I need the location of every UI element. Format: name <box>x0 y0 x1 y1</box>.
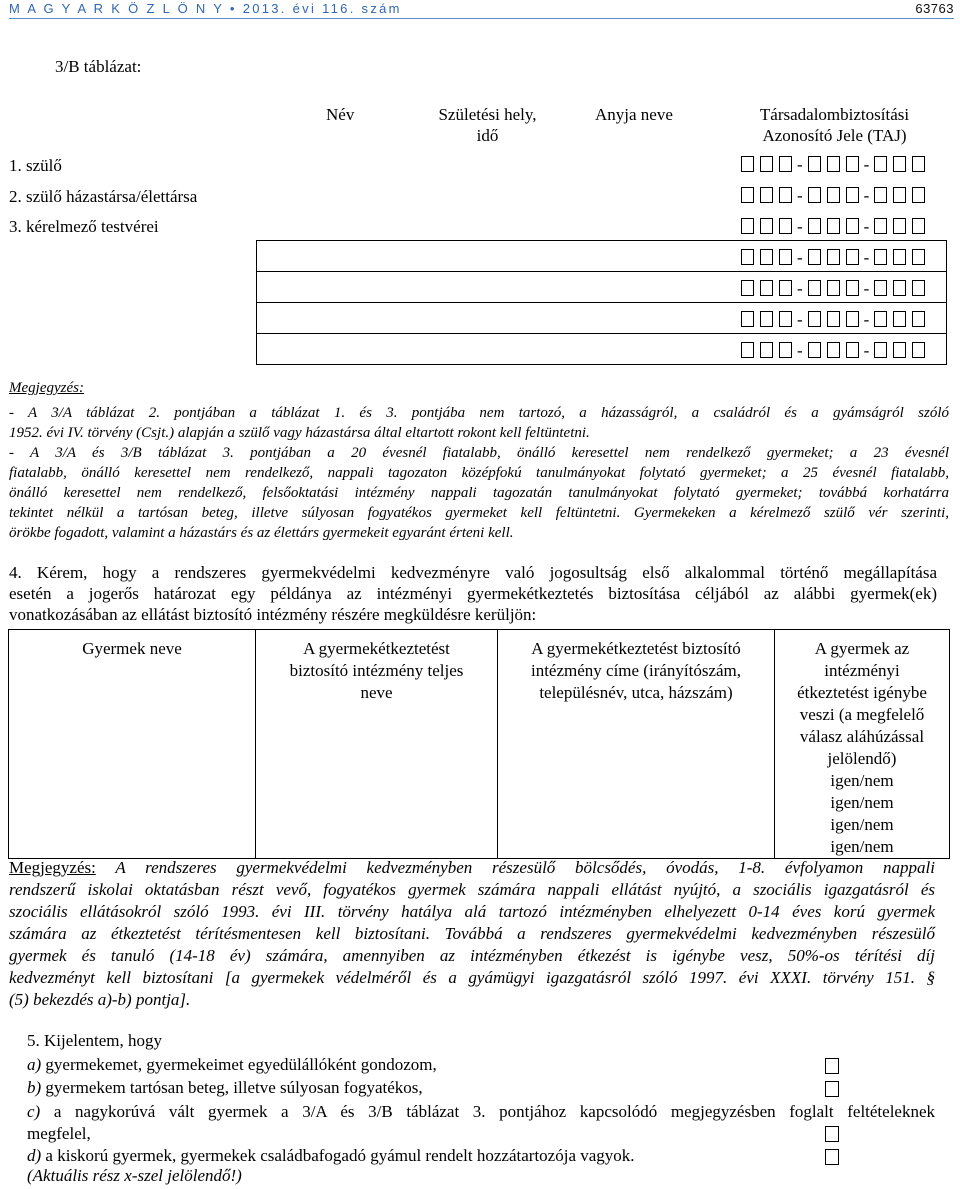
table-b-row-3: 3. kérelmező testvérei <box>9 217 159 236</box>
yes-no-option: igen/nem <box>830 815 894 834</box>
table-b-grid-line <box>256 302 947 303</box>
children-table-col1[interactable] <box>9 630 256 859</box>
children-table-col4[interactable] <box>775 630 950 859</box>
declaration-d-checkbox[interactable] <box>825 1149 839 1165</box>
taj-field-5[interactable]: - - <box>738 279 928 299</box>
col-meal-usage: A gyermek az <box>814 639 910 658</box>
col-taj-header-2: Azonosító Jele (TAJ) <box>762 126 907 145</box>
col-meal-usage: válasz aláhúzással <box>799 727 925 746</box>
col-institution-name: A gyermekétkeztetést <box>303 639 450 658</box>
taj-field-1[interactable]: - - <box>738 155 928 175</box>
taj-field-4[interactable]: - - <box>738 248 928 268</box>
taj-field-3[interactable]: - - <box>738 217 928 237</box>
declaration-d: d) a kiskorú gyermek, gyermekek családbafogadó gyámul rendelt hozzátartozója vagyok. <box>27 1146 635 1165</box>
declaration-b-checkbox[interactable] <box>825 1081 839 1097</box>
taj-field-7[interactable]: - - <box>738 341 928 361</box>
note2-text <box>9 857 935 1011</box>
yes-no-option: igen/nem <box>830 793 894 812</box>
declaration-c-checkbox[interactable] <box>825 1126 839 1142</box>
note2-line: (5) bekezdés a)-b) pontja]. <box>9 990 191 1009</box>
section-4-text <box>9 562 937 625</box>
section-5-title: 5. Kijelentem, hogy <box>27 1031 163 1050</box>
taj-field-6[interactable]: - - <box>738 310 928 330</box>
children-table <box>8 629 950 859</box>
note1-heading: Megjegyzés: <box>9 380 84 396</box>
col-name-header: Név <box>326 105 355 124</box>
note2-line: gyermek és tanuló (14-18 év) számára, amennyiben az intézményben étkezést is igénybe vesz, 50%-os térítési díj <box>9 946 935 965</box>
note2-line: kedvezményt kell biztosítani [a gyermekek védelméről és a gyámügyi igazgatásról szóló 1997. évi XXXI. törvény 151. § <box>9 968 935 987</box>
yes-no-option: igen/nem <box>830 837 894 856</box>
declaration-b: b) gyermekem tartósan beteg, illetve súlyosan fogyatékos, <box>27 1078 423 1097</box>
col-institution-name: neve <box>360 683 393 702</box>
col-birth-header-1: Születési hely, <box>438 105 537 124</box>
page-header <box>9 0 954 19</box>
table-b-grid-line <box>256 333 947 334</box>
children-table-col2[interactable] <box>256 630 498 859</box>
declaration-a: a) gyermekemet, gyermekeimet egyedülállóként gondozom, <box>27 1055 437 1074</box>
note1-line: - A 3/A és 3/B táblázat 3. pontjában a 20 évesnél fiatalabb, önálló keresettel nem rendelkező gyermeket; a 23 évesnél <box>9 445 949 461</box>
note1-line: - A 3/A táblázat 2. pontjában a táblázat 1. és 3. pontjába nem tartozó, a házasságról, a családról és a gyámságról szóló <box>9 405 949 421</box>
table-b-grid-line <box>256 240 947 241</box>
table-b-grid-line <box>256 364 947 365</box>
journal-title: M A G Y A R K Ö Z L Ö N Y • 2013. évi 116. szám <box>9 1 402 16</box>
col-institution-address: településnév, utca, házszám) <box>539 683 733 702</box>
col-meal-usage: veszi (a megfelelő <box>799 705 925 724</box>
section-4-line: 4. Kérem, hogy a rendszeres gyermekvédelmi kedvezményre való jogosultság első alkalommal történő megállapítása <box>9 563 937 582</box>
declaration-c: c) a nagykorúvá vált gyermek a 3/A és 3/B táblázat 3. pontjához kapcsolódó megjegyzésben foglalt feltételeknek megfelel, <box>27 1102 936 1143</box>
note1-line: tekintet nélkül a tartósan beteg, illetve súlyosan fogyatékos gyermeket kell feltüntetni. Gyermekeken a kérelmező szülő vér szerinti, <box>9 505 949 521</box>
col-mother-header: Anyja neve <box>595 105 673 124</box>
note1-line: örökbe fogadott, valamint a házastárs és az élettárs gyermekeit egyaránt érteni kell. <box>9 525 514 541</box>
col-meal-usage: jelölendő) <box>827 749 897 768</box>
col-institution-address: intézmény címe (irányítószám, <box>530 661 742 680</box>
taj-field-2[interactable]: - - <box>738 186 928 206</box>
declaration-a-checkbox[interactable] <box>825 1058 839 1074</box>
page-number: 63763 <box>915 1 954 16</box>
section-4-line: esetén a jogerős határozat egy példánya az intézményi gyermekétkeztetés biztosítása céljából az alábbi gyermek(ek) <box>9 584 937 603</box>
col-child-name: Gyermek neve <box>82 639 182 658</box>
note1-line: fiatalabb, önálló keresettel nem rendelkező, nappali tagozaton középfokú tanulmányokat folytató gyermeket; a 25 évesnél fiatalabb, <box>9 465 949 481</box>
note1-text <box>9 403 949 543</box>
table-b-title: 3/B táblázat: <box>55 57 142 76</box>
col-birth-header-2: idő <box>476 126 499 145</box>
note2-line: A rendszeres gyermekvédelmi kedvezményben részesülő bölcsődés, óvodás, 1-8. évfolyamon nappali <box>115 858 935 877</box>
col-taj-header-1: Társadalombiztosítási <box>759 105 910 124</box>
col-meal-usage: étkeztetést igénybe <box>797 683 927 702</box>
note2-line: rendszerű iskolai oktatásban részt vevő, fogyatékos gyermek számára nappali ellátást nyújtó, a szociális igazgatásról és <box>9 880 935 899</box>
table-b-row-2: 2. szülő házastársa/élettársa <box>9 187 198 206</box>
col-institution-address: A gyermekétkeztetést biztosító <box>531 639 741 658</box>
note2-heading: Megjegyzés: <box>9 858 96 877</box>
note2-line: szociális ellátásokról szóló 1993. évi III. törvény hatálya alá tartozó intézményben elhelyezett 0-14 éves korú gyermek <box>9 902 935 921</box>
table-b-grid-line <box>256 271 947 272</box>
section-5-footer: (Aktuális rész x-szel jelölendő!) <box>27 1166 242 1185</box>
note1-line: 1952. évi IV. törvény (Csjt.) alapján a szülő vagy házastársa által eltartott rokont kell feltüntetni. <box>9 425 590 441</box>
note2-line: számára az étkeztetést térítésmentesen kell biztosítani. Továbbá a rendszeres gyermekvédelmi kedvezményben részesülő <box>9 924 935 943</box>
note1-line: önálló keresettel nem rendelkező, felsőoktatási intézmény nappali tagozatán tanulmányokat folytató gyermeket; továbbá korhatárra <box>9 485 949 501</box>
section-4-line: vonatkozásában az ellátást biztosító intézmény részére megküldésre kerüljön: <box>9 605 537 624</box>
yes-no-option: igen/nem <box>830 771 894 790</box>
table-b-row-1: 1. szülő <box>9 156 62 175</box>
col-institution-name: biztosító intézmény teljes <box>289 661 464 680</box>
children-table-col3[interactable] <box>498 630 775 859</box>
col-meal-usage: intézményi <box>824 661 900 680</box>
